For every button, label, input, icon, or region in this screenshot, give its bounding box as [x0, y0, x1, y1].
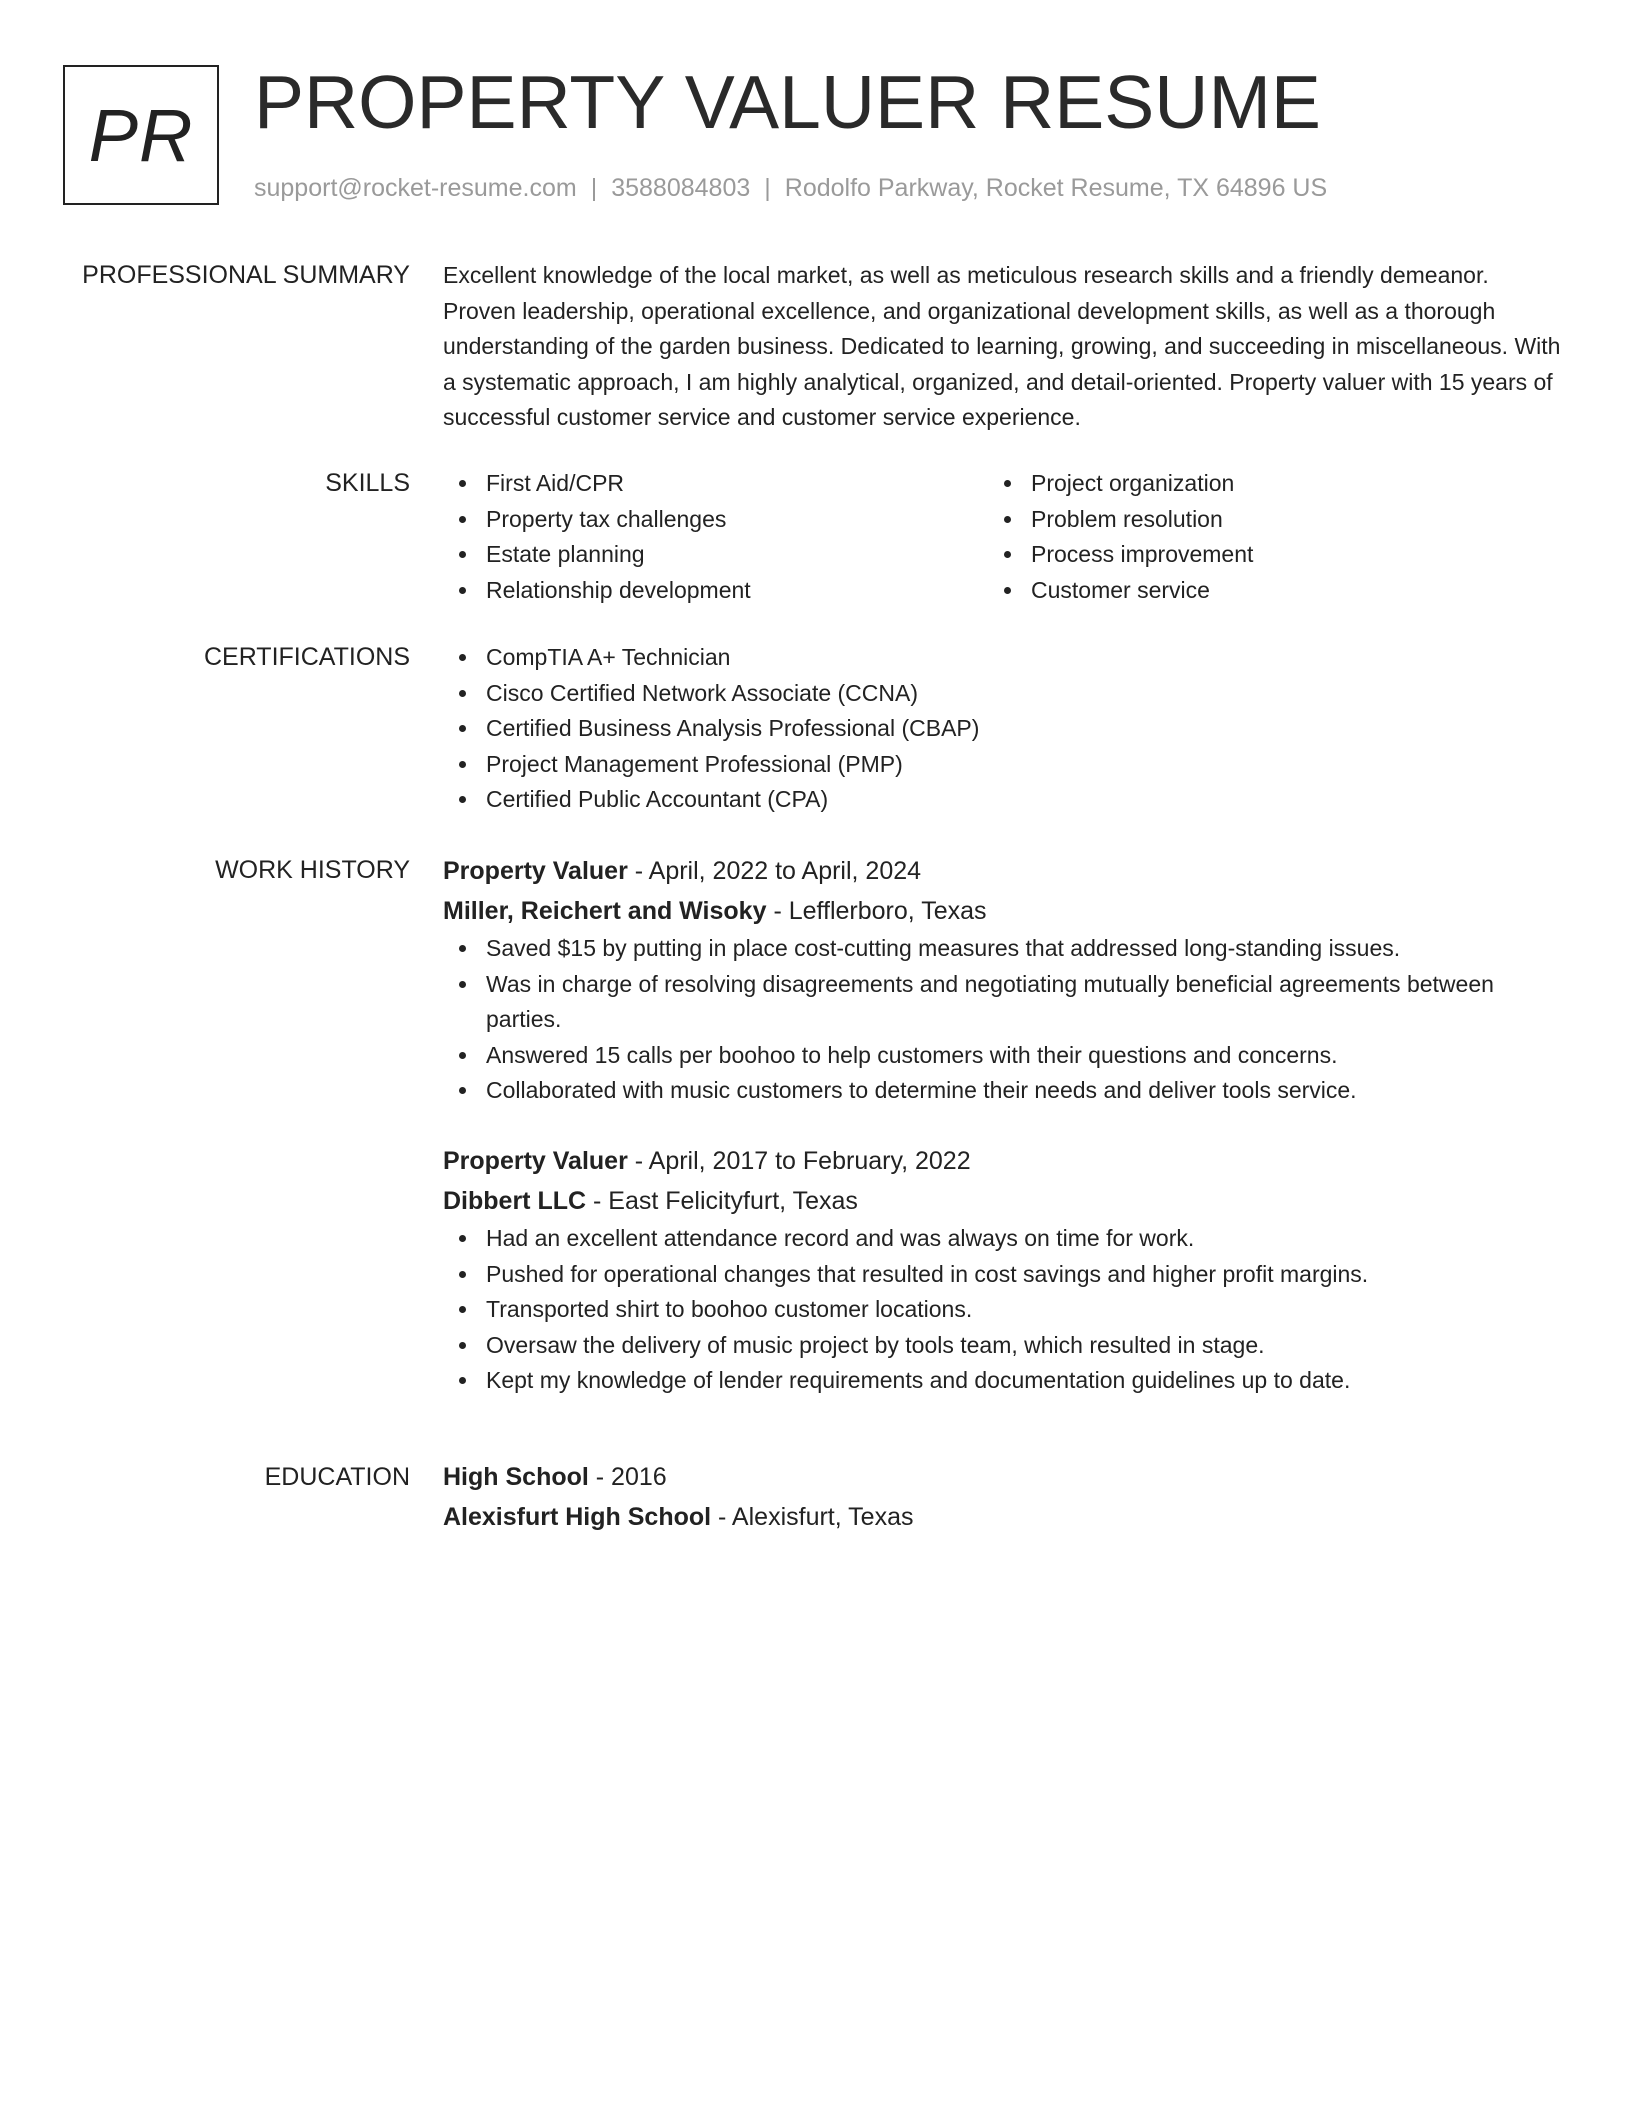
skills-list-right	[988, 466, 1533, 608]
certification-item: Cisco Certified Network Associate (CCNA)	[443, 676, 1563, 712]
job-bullet: Was in charge of resolving disagreements and negotiating mutually beneficial agreements between parties.	[443, 967, 1563, 1038]
contact-separator: |	[764, 174, 771, 202]
job-bullet: Oversaw the delivery of music project by tools team, which resulted in stage.	[443, 1328, 1563, 1364]
monogram-initials: PR	[88, 93, 194, 177]
section-label-summary: PROFESSIONAL SUMMARY	[82, 261, 410, 289]
summary-text: Excellent knowledge of the local market, as well as meticulous research skills and a friendly demeanor. Proven leadership, operational excellence, and organizational development skills, as well as a thorough understanding of the garden business. Dedicated to learning, growing, and succeeding in miscellaneous. With a systematic approach, I am highly analytical, organized, and detail-oriented. Property valuer with 15 years of successful customer service and customer service experience.	[443, 262, 1561, 431]
job-bullet: Transported shirt to boohoo customer locations.	[443, 1292, 1563, 1328]
section-label-education: EDUCATION	[264, 1463, 410, 1491]
certification-item: Project Management Professional (PMP)	[443, 747, 1563, 783]
skill-item: Estate planning	[443, 537, 988, 573]
resume-title: PROPERTY VALUER RESUME	[254, 60, 1321, 144]
work-history-body	[443, 851, 1563, 1399]
skills-columns	[443, 466, 1563, 608]
section-label-skills: SKILLS	[325, 469, 410, 497]
summary-body	[443, 258, 1563, 436]
skill-item: Project organization	[988, 466, 1533, 502]
job-entry	[443, 851, 1563, 1109]
certifications-list	[443, 640, 1563, 818]
job-bullet: Answered 15 calls per boohoo to help customers with their questions and concerns.	[443, 1038, 1563, 1074]
contact-email: support@rocket-resume.com	[254, 174, 577, 202]
contact-line	[254, 171, 1327, 205]
education-degree-line	[443, 1457, 1563, 1497]
job-dates: - April, 2017 to February, 2022	[627, 1146, 971, 1175]
job-bullet: Saved $15 by putting in place cost-cutting measures that addressed long-standing issues.	[443, 931, 1563, 967]
contact-phone: 3588084803	[611, 174, 751, 202]
certification-item: Certified Business Analysis Professional (CBAP)	[443, 711, 1563, 747]
job-location: - East Felicityfurt, Texas	[586, 1186, 858, 1215]
job-bullet-list	[443, 931, 1563, 1109]
job-bullet: Collaborated with music customers to determine their needs and deliver tools service.	[443, 1073, 1563, 1109]
monogram-box	[63, 65, 219, 205]
job-title-line	[443, 1141, 1563, 1181]
skill-item: Process improvement	[988, 537, 1533, 573]
skill-item: First Aid/CPR	[443, 466, 988, 502]
education-year: - 2016	[588, 1463, 667, 1491]
contact-separator: |	[590, 174, 598, 202]
job-bullet-list	[443, 1221, 1563, 1399]
job-title: Property Valuer	[443, 1146, 628, 1175]
job-company-line	[443, 891, 1563, 931]
section-label-work-history: WORK HISTORY	[215, 856, 410, 884]
education-school: Alexisfurt High School	[443, 1503, 712, 1531]
skill-item: Problem resolution	[988, 502, 1533, 538]
contact-address: Rodolfo Parkway, Rocket Resume, TX 64896 US	[784, 174, 1328, 202]
job-title: Property Valuer	[443, 857, 628, 885]
job-company: Dibbert LLC	[443, 1186, 587, 1215]
skill-item: Relationship development	[443, 573, 988, 609]
education-school-line	[443, 1497, 1563, 1537]
certifications-body	[443, 640, 1563, 818]
skills-list-left	[443, 466, 988, 608]
job-company: Miller, Reichert and Wisoky	[443, 897, 767, 925]
skill-item: Property tax challenges	[443, 502, 988, 538]
job-title-line	[443, 851, 1563, 891]
education-location: - Alexisfurt, Texas	[711, 1503, 914, 1531]
section-label-certifications: CERTIFICATIONS	[203, 643, 410, 671]
job-bullet: Pushed for operational changes that resulted in cost savings and higher profit margins.	[443, 1257, 1563, 1293]
skill-item: Customer service	[988, 573, 1533, 609]
education-degree: High School	[443, 1463, 589, 1491]
education-body	[443, 1457, 1563, 1537]
job-entry	[443, 1141, 1563, 1399]
certification-item: Certified Public Accountant (CPA)	[443, 782, 1563, 818]
job-bullet: Had an excellent attendance record and was always on time for work.	[443, 1221, 1563, 1257]
job-company-line	[443, 1181, 1563, 1221]
certification-item: CompTIA A+ Technician	[443, 640, 1563, 676]
job-bullet: Kept my knowledge of lender requirements and documentation guidelines up to date.	[443, 1363, 1563, 1399]
job-location: - Lefflerboro, Texas	[766, 897, 987, 925]
job-dates: - April, 2022 to April, 2024	[627, 857, 922, 885]
